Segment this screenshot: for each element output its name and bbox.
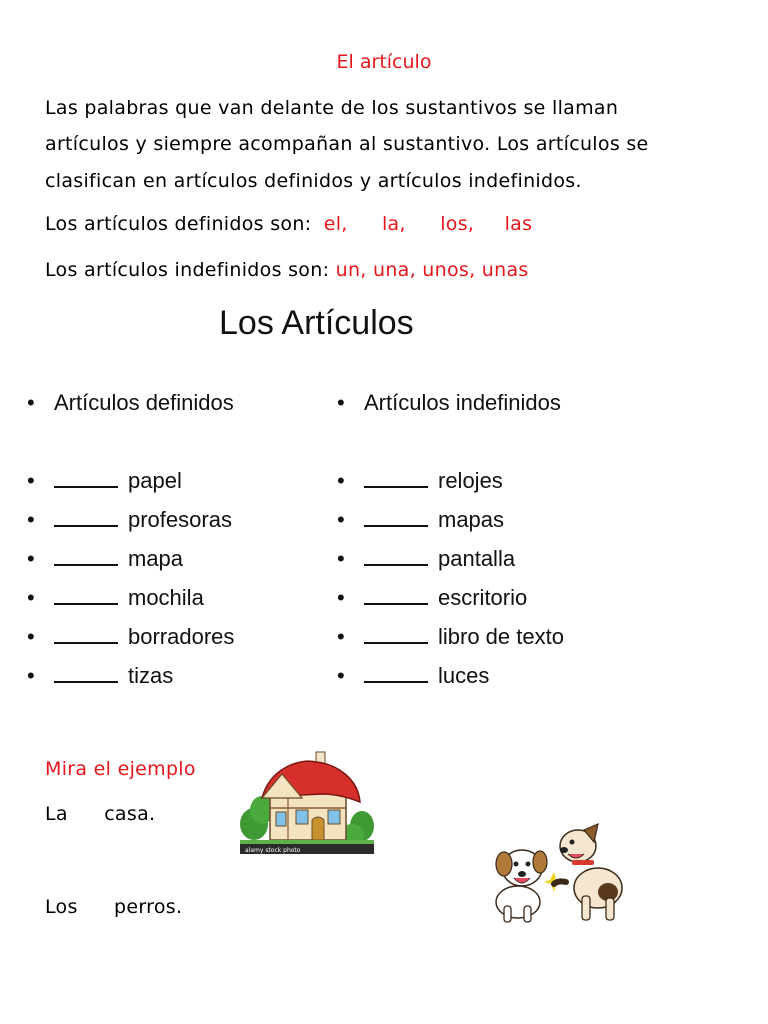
bullet: • <box>27 468 35 493</box>
bullet: • <box>337 663 345 688</box>
item-noun: pantalla <box>438 546 516 571</box>
item-noun: mapa <box>128 546 184 571</box>
example-article: Los <box>45 896 78 918</box>
left-item-4 <box>27 585 204 611</box>
bullet: • <box>337 546 345 571</box>
item-noun: libro de texto <box>438 624 564 649</box>
bullet: • <box>27 585 35 610</box>
item-noun: tizas <box>128 663 174 688</box>
bullet: • <box>27 390 35 415</box>
bullet: • <box>337 585 345 610</box>
item-noun: mapas <box>438 507 505 532</box>
right-header-label: Artículos indefinidos <box>364 390 561 415</box>
right-item-3 <box>337 546 515 572</box>
house-caption: alamy stock photo <box>245 847 301 854</box>
indefinidos-label: Los artículos indefinidos son: <box>45 259 330 281</box>
left-item-1 <box>27 468 182 494</box>
definidos-article-las: las <box>504 213 533 235</box>
right-item-4 <box>337 585 527 611</box>
intro-line-3: clasifican en artículos definidos y artículos indefinidos. <box>45 170 582 192</box>
answer-blank[interactable] <box>364 585 428 605</box>
bullet: • <box>337 624 345 649</box>
example-label: Mira el ejemplo <box>45 758 196 780</box>
answer-blank[interactable] <box>54 663 118 683</box>
worksheet-title: Los Artículos <box>219 304 414 342</box>
right-item-6 <box>337 663 489 689</box>
answer-blank[interactable] <box>364 624 428 644</box>
left-item-5 <box>27 624 234 650</box>
item-noun: relojes <box>438 468 503 493</box>
item-noun: profesoras <box>128 507 232 532</box>
intro-line-2: artículos y siempre acompañan al sustantivo. Los artículos se <box>45 133 649 155</box>
answer-blank[interactable] <box>364 507 428 527</box>
item-noun: borradores <box>128 624 235 649</box>
right-column-header <box>337 390 561 416</box>
page-heading: El artículo <box>336 51 432 73</box>
bullet: • <box>337 468 345 493</box>
answer-blank[interactable] <box>364 468 428 488</box>
item-noun: mochila <box>128 585 204 610</box>
example-row-2 <box>45 896 182 918</box>
definidos-label: Los artículos definidos son: <box>45 213 312 235</box>
example-row-1 <box>45 803 155 825</box>
answer-blank[interactable] <box>54 507 118 527</box>
bullet: • <box>27 507 35 532</box>
definidos-line <box>45 213 532 235</box>
left-item-2 <box>27 507 232 533</box>
answer-blank[interactable] <box>54 624 118 644</box>
item-noun: escritorio <box>438 585 528 610</box>
indefinidos-articles: un, una, unos, unas <box>335 259 529 281</box>
example-noun: perros. <box>114 896 183 918</box>
answer-blank[interactable] <box>364 546 428 566</box>
item-noun: papel <box>128 468 182 493</box>
left-column-header <box>27 390 234 416</box>
right-item-2 <box>337 507 504 533</box>
left-item-3 <box>27 546 183 572</box>
answer-blank[interactable] <box>54 468 118 488</box>
left-item-6 <box>27 663 173 689</box>
dogs-illustration <box>488 822 636 926</box>
bullet: • <box>27 546 35 571</box>
left-header-label: Artículos definidos <box>54 390 234 415</box>
indefinidos-line <box>45 259 529 281</box>
intro-line-1: Las palabras que van delante de los sustantivos se llaman <box>45 97 619 119</box>
right-item-1 <box>337 468 503 494</box>
definidos-article-los: los, <box>440 213 475 235</box>
bullet: • <box>27 624 35 649</box>
example-article: La <box>45 803 68 825</box>
example-noun: casa. <box>104 803 156 825</box>
answer-blank[interactable] <box>54 585 118 605</box>
definidos-article-el: el, <box>323 213 348 235</box>
bullet: • <box>337 507 345 532</box>
right-item-5 <box>337 624 564 650</box>
item-noun: luces <box>438 663 490 688</box>
answer-blank[interactable] <box>54 546 118 566</box>
answer-blank[interactable] <box>364 663 428 683</box>
bullet: • <box>27 663 35 688</box>
bullet: • <box>337 390 345 415</box>
definidos-article-la: la, <box>381 213 406 235</box>
house-illustration <box>240 748 374 854</box>
